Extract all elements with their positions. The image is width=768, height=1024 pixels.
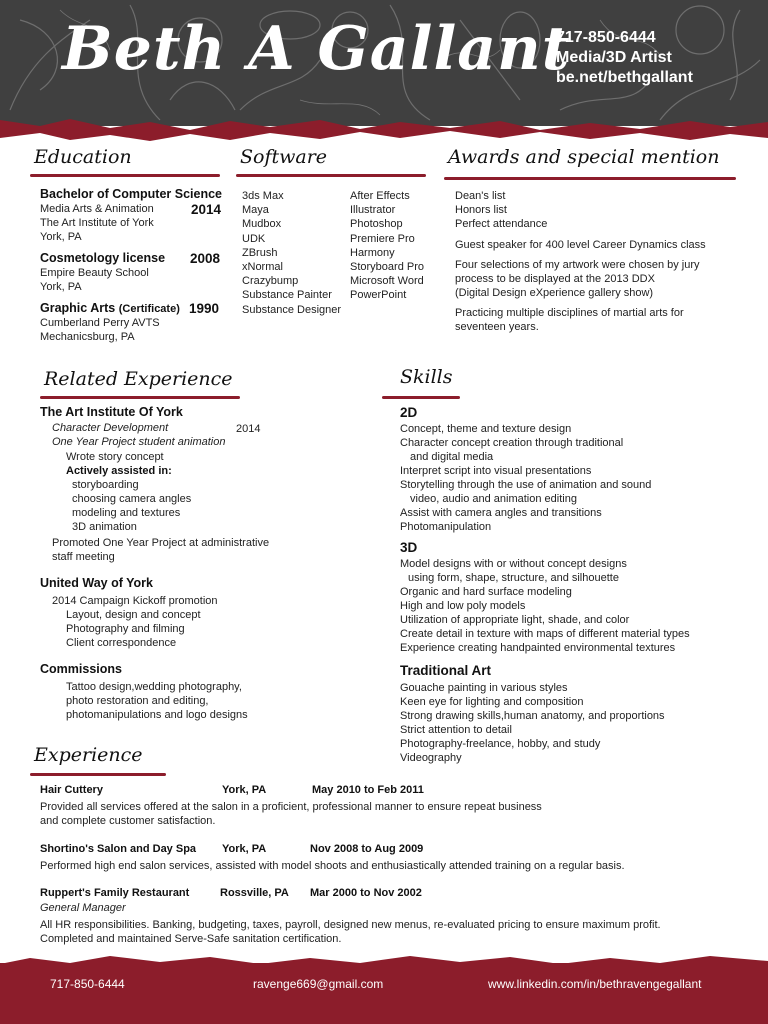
software-item-8: Substance Painter [242,289,332,302]
edu-degree-2: Cosmetology license [40,251,166,265]
edu-degree-1: Bachelor of Computer Science [40,187,222,201]
job-1-dates: May 2010 to Feb 2011 [312,784,424,796]
software-item-b-2: Illustrator [350,204,396,217]
awards-underline [444,177,736,180]
edu-degree-3 [40,301,180,317]
experience-underline [30,773,166,776]
skill-traditional-item-6: Videography [400,752,462,764]
aiy-task-4: 3D animation [72,521,137,533]
edu-degree-3-label: Graphic Arts [40,301,116,315]
commissions-line-2: photo restoration and editing, [66,695,209,707]
aiy-task-1: storyboarding [72,479,139,491]
education-heading: Education [34,146,132,168]
skill-3d-item-5: Utilization of appropriate light, shade, and color [400,614,630,626]
united-way-campaign: 2014 Campaign Kickoff promotion [52,595,218,607]
footer-phone: 717-850-6444 [50,977,125,991]
edu-year-3: 1990 [189,301,220,316]
header-banner [0,0,768,126]
header-phone: 717-850-6444 [556,29,656,46]
skill-2d-item-1: Concept, theme and texture design [400,423,572,435]
edu-year-1: 2014 [191,202,222,217]
award-ddx-line-2: process to be displayed at the 2013 DDX [455,273,655,285]
skill-3d-item-3: Organic and hard surface modeling [400,586,572,598]
skill-3d-item-4: High and low poly models [400,600,526,612]
edu-school-3: Cumberland Perry AVTS [40,317,160,329]
header-job-title: Media/3D Artist [556,49,672,66]
award-martial-line-2: seventeen years. [455,321,539,333]
software-item-1: 3ds Max [242,190,284,202]
skill-2d-item-3: and digital media [410,451,494,463]
skills-underline [382,396,460,399]
skill-2d-item-2: Character concept creation through traditional [400,437,624,449]
aiy-task-2: choosing camera angles [72,493,192,505]
skills-2d-heading: 2D [400,405,418,420]
software-item-b-7: Microsoft Word [350,275,424,288]
software-item-b-4: Premiere Pro [350,232,415,245]
skill-traditional-item-4: Strict attention to detail [400,724,512,736]
skills-3d-heading: 3D [400,540,418,555]
aiy-org: The Art Institute Of York [40,405,183,419]
edu-field-1: Media Arts & Animation [40,203,154,215]
job-3-location: Rossville, PA [220,887,289,899]
job-3-company: Ruppert's Family Restaurant [40,887,190,899]
software-underline [236,174,426,177]
edu-year-2: 2008 [190,251,221,266]
software-item-9: Substance Designer [242,303,342,316]
footer-email-link[interactable]: ravenge669@gmail.com [253,977,384,991]
job-2-dates: Nov 2008 to Aug 2009 [310,843,424,855]
skill-traditional-item-5: Photography-freelance, hobby, and study [400,738,601,750]
job-2-line-1: Performed high end salon services, assisted with model shoots and enthusiastically attended training on a regular basis. [40,860,625,872]
skills-heading: Skills [400,366,453,388]
job-3-line-1: All HR responsibilities. Banking, budgeting, taxes, payroll, designed new menus, re-evaluated pricing to ensure maximum profit. [40,919,661,931]
skill-traditional-item-2: Keen eye for lighting and composition [400,696,584,708]
software-item-b-6: Storyboard Pro [350,261,424,273]
header-website-link[interactable]: be.net/bethgallant [556,69,693,86]
software-item-7: Crazybump [242,275,299,288]
skill-2d-item-4: Interpret script into visual presentations [400,465,592,477]
aiy-promoted-line-2: staff meeting [52,551,115,563]
award-item-3: Perfect attendance [455,218,548,230]
awards-heading: Awards and special mention [448,146,720,168]
skill-traditional-item-3: Strong drawing skills,human anatomy, and proportions [400,710,665,722]
header-contact [556,28,693,88]
united-way-org: United Way of York [40,576,153,590]
skill-3d-item-7: Experience creating handpainted environmental textures [400,642,676,654]
software-item-4: UDK [242,232,266,245]
software-item-3: Mudbox [242,218,282,231]
footer-linkedin-link[interactable]: www.linkedin.com/in/bethravengegallant [488,977,702,991]
edu-location-2: York, PA [40,281,82,293]
award-item-1: Dean's list [455,190,506,202]
edu-location-3: Mechanicsburg, PA [40,331,135,343]
footer-bar [0,963,768,1024]
award-ddx-line-1: Four selections of my artwork were chosen by jury [455,259,700,271]
education-underline [30,174,220,177]
award-ddx-line-3: (Digital Design eXperience gallery show) [455,287,654,299]
award-item-2: Honors list [455,204,507,216]
skill-3d-item-2: using form, shape, structure, and silhouette [408,572,619,584]
award-guest-speaker: Guest speaker for 400 level Career Dynamics class [455,239,706,251]
united-way-task-1: Layout, design and concept [66,609,201,621]
software-item-b-3: Photoshop [350,218,403,231]
edu-location-1: York, PA [40,231,82,243]
torn-edge-divider [0,116,768,142]
aiy-role: Character Development [52,422,169,434]
skill-2d-item-5: Storytelling through the use of animation and sound [400,479,652,491]
job-1-location: York, PA [222,784,267,796]
commissions-line-1: Tattoo design,wedding photography, [66,681,242,693]
job-2-company: Shortino's Salon and Day Spa [40,843,197,855]
award-martial-line-1: Practicing multiple disciplines of martial arts for [455,307,684,319]
edu-degree-3-note: (Certificate) [118,303,180,315]
software-item-6: xNormal [242,261,283,273]
job-3-line-2: Completed and maintained Serve-Safe sanitation certification. [40,933,342,945]
skill-3d-item-6: Create detail in texture with maps of different material types [400,628,690,640]
experience-heading: Experience [34,744,143,766]
skill-traditional-item-1: Gouache painting in various styles [400,682,568,694]
software-item-2: Maya [242,204,269,217]
aiy-year: 2014 [236,423,261,435]
related-experience-heading: Related Experience [44,368,233,390]
related-experience-underline [40,396,240,399]
job-2-location: York, PA [222,843,267,855]
edu-school-1: The Art Institute of York [40,217,154,229]
skill-2d-item-6: video, audio and animation editing [410,493,577,505]
job-1-company: Hair Cuttery [40,784,103,796]
skill-2d-item-7: Assist with camera angles and transitions [400,507,602,519]
aiy-task-3: modeling and textures [72,507,181,519]
skill-3d-item-1: Model designs with or without concept designs [400,558,627,570]
job-3-dates: Mar 2000 to Nov 2002 [310,887,422,899]
software-item-5: ZBrush [242,246,278,259]
software-item-b-5: Harmony [350,246,395,259]
job-1-line-2: and complete customer satisfaction. [40,815,216,827]
aiy-wrote: Wrote story concept [66,451,164,463]
applicant-name: Beth A Gallant [62,14,571,84]
job-1-line-1: Provided all services offered at the salon in a proficient, professional manner to ensure repeat business [40,801,542,813]
commissions-heading: Commissions [40,662,122,676]
aiy-assisted: Actively assisted in: [66,465,172,477]
united-way-task-2: Photography and filming [66,623,185,635]
software-item-b-8: PowerPoint [350,289,407,302]
job-3-role: General Manager [40,902,126,914]
skills-traditional-heading: Traditional Art [400,663,492,678]
software-item-b-1: After Effects [350,190,410,202]
software-heading: Software [240,146,328,168]
edu-school-2: Empire Beauty School [40,267,149,279]
united-way-task-3: Client correspondence [66,637,177,649]
aiy-project: One Year Project student animation [52,436,226,448]
commissions-line-3: photomanipulations and logo designs [66,709,248,721]
aiy-promoted-line-1: Promoted One Year Project at administrative [52,537,270,549]
skill-2d-item-8: Photomanipulation [400,521,492,533]
